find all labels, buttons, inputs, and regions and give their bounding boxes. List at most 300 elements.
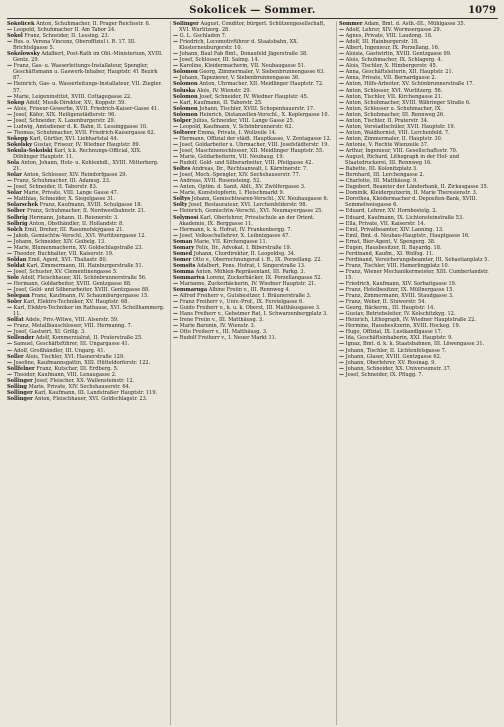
- entry-surname: Solomon: [173, 93, 198, 100]
- entry-details: Arthur, Ingenieur, VIII. Gesellschaftsstr. 70.: [345, 147, 458, 154]
- entry-details: Theodor, Kaufmann, VIII. Lenaugasse 2.: [13, 371, 117, 378]
- entry-surname: Sollender: [7, 335, 35, 342]
- entry-details: Anton, Schuhmacher, XVIII. Währinger Straße 6.: [345, 99, 471, 106]
- entry-surname: —: [7, 117, 13, 124]
- entry-details: Ferdinand, Versicherungsbeamter, III. Sebastianplatz 5.: [345, 256, 490, 263]
- entry-surname: —: [339, 81, 345, 88]
- entry-details: Marie, Leigeninstitut, XVIII. Cottagegasse 22.: [13, 93, 132, 100]
- entry-details: Dorothea, Kleidermacher d. Depositen-Bank, XVIII. Semmelweisgasse 6.: [345, 196, 478, 209]
- entry-details: Adam, Bmt. d. Ästh.-III., Mühlgasse 35.: [364, 21, 466, 27]
- entry-surname: Sokop: [7, 99, 25, 106]
- running-title: Sokolicek — Sommer.: [189, 5, 316, 16]
- entry-details: Anton, Waldhornist, VIII. Lerchenfeld. 7.: [345, 129, 450, 136]
- entry-surname: —: [7, 305, 13, 312]
- entry-details: Karl, Kaufmann, III. Landstraßer Hauptstr. 119.: [34, 389, 158, 396]
- entry-surname: —: [173, 63, 179, 70]
- entry-surname: —: [339, 117, 345, 124]
- entry-details: Adolf, Großhändler, III. Ungarg. 41.: [13, 347, 106, 354]
- entry-details: Josef, Fleischer, XX. Wallensteinstr. 12.: [34, 377, 135, 384]
- entry-details: Anton, Johann, Holz- u. Kohlenhdl., XVIII. Mitterberg. 21.: [13, 160, 159, 173]
- entry-surname: Solfat: [7, 317, 24, 324]
- entry-details: Eduard, Kaufmann, IX. Lichtensteinstraße 53.: [345, 214, 464, 221]
- entry-details: Dominik, Kleiderputzerin, II. Marie Theresienstr. 3.: [345, 190, 478, 197]
- entry-details: Ros. o. Verena Vincenz, Oberoffiziel i. R. 17. III. Brichtelgasse 5.: [13, 39, 136, 52]
- entry-details: Albert, Ingenieur, IX. Porzellang. 16.: [345, 45, 440, 52]
- entry-details: Aloisia, Gastwirtin, XVIII. Gentzgasse 99.: [345, 51, 452, 58]
- entry-details: Antonie, V. Rechte Wienzeile 37.: [345, 141, 429, 148]
- entry-details: August, Richard, Lithograph in der Hof- und Staatsdruckerei, III. Rennweg 16.: [345, 154, 460, 167]
- entry-details: Anton, Tischler, II. Praterstr. 34.: [345, 117, 429, 124]
- entry-details: Karl, Elektro-Techniker im Rathause, XVI. Schellhammerg. 11.: [13, 305, 165, 318]
- entry-surname: —: [7, 371, 13, 378]
- entry-details: Anton, Schuhmacher, II. Prager Reichsstr. 6.: [36, 21, 151, 27]
- directory-entry: [7, 39, 166, 51]
- entry-details: Franz, Kaufmann, XVIII. Schulgasse 18.: [39, 202, 143, 209]
- columns: [7, 21, 498, 725]
- entry-details: Leopold, Schuhmacher II. Am Tabor 24.: [13, 27, 116, 34]
- directory-entry: [339, 372, 498, 378]
- page-header: [7, 5, 498, 19]
- directory-entry: [173, 335, 332, 341]
- entry-surname: —: [173, 190, 179, 197]
- entry-details: Ida, Geschäftsinhaberin, XXI. Hauptstr. 9.: [345, 335, 453, 342]
- entry-details: Irene Freiin v., III. Matthäusg. 3.: [179, 317, 264, 324]
- entry-surname: —: [339, 39, 345, 46]
- entry-details: Lorenz, Zuckerbäcker, IX. Porzellangasse 52.: [206, 274, 323, 281]
- entry-surname: —: [339, 190, 345, 197]
- entry-surname: Soltys: [173, 196, 191, 203]
- entry-details: Franz, Metallbauschlosser, VIII. Hermanng. 7.: [13, 323, 133, 330]
- entry-details: Anton, Schlosser, XVI. Wurlitzerg. 56.: [345, 87, 443, 94]
- entry-details: Eduard, Lehrer, XV. Hornbostelg. 2.: [345, 208, 438, 215]
- entry-surname: —: [339, 184, 345, 191]
- entry-details: Hermann, Goldarbeiter, XVIII. Gentzgasse 88.: [13, 281, 132, 288]
- entry-surname: —: [339, 329, 345, 336]
- entry-details: Jakob, Gemischtw.-Verschl., XVI. Wurlitzergasse 12.: [13, 232, 147, 239]
- directory-entry: [339, 154, 498, 166]
- entry-details: August, Conditor, bürgerl. Schützengesellschaft, XVI. Wurlitzerg. 28.: [179, 21, 326, 34]
- entry-details: Johann, Glaser, XVIII. Gentzgasse 62.: [345, 353, 442, 360]
- entry-surname: —: [339, 196, 345, 203]
- entry-surname: Solbrig: [7, 220, 28, 227]
- entry-surname: Soldan: [7, 256, 27, 263]
- entry-details: Guido Freiherr v., k. u. k. Oberst, III. Matthäusgasse 3.: [179, 305, 321, 312]
- entry-surname: Sommaruga: [173, 287, 208, 294]
- entry-details: Franz, Schuhmacher, II. Nordwestbahnstr. 21.: [26, 208, 146, 215]
- entry-surname: —: [173, 317, 179, 324]
- entry-surname: —: [339, 293, 345, 300]
- entry-surname: —: [339, 27, 345, 34]
- entry-surname: Solch: [7, 226, 23, 233]
- entry-details: Franz, Schneider, II. Lessing. 23.: [24, 33, 110, 40]
- entry-details: G. L. Gschladen 7.: [179, 33, 227, 40]
- entry-details: Franz Freiherr v., Univ.-Prof., IX. Ferstelgasse 6.: [179, 299, 304, 306]
- entry-surname: —: [7, 238, 13, 245]
- entry-surname: —: [7, 268, 13, 275]
- entry-details: Emil, Dreher, III. Rasumofskygasse 21.: [24, 226, 125, 233]
- entry-surname: —: [173, 311, 179, 318]
- entry-surname: —: [339, 323, 345, 330]
- entry-details: Josef, Maschinenschlosser, XII. Meidlinger Hauptstr. 55.: [179, 147, 324, 154]
- entry-details: Josef, Mech.-Spengler, XIV. Sechshauserstr. 77.: [179, 172, 301, 179]
- entry-surname: —: [339, 214, 345, 221]
- entry-details: Karoline, Kleidermacherin, VII. Neubaugasse 51.: [179, 63, 306, 70]
- entry-surname: Sommariva: [173, 274, 205, 281]
- entry-surname: —: [7, 244, 13, 251]
- entry-surname: Soler: [7, 299, 22, 306]
- entry-details: Andreas, Dr., Rechtsanwalt, I. Kärntnerstr. 7.: [191, 166, 308, 173]
- entry-details: Felix, Dr., Advokat, I. Biberstraße 19.: [195, 244, 292, 251]
- entry-surname: —: [339, 335, 345, 342]
- entry-details: Adolf, Kommerzialrat, II. Praterstraße 25.: [35, 335, 143, 342]
- entry-surname: —: [339, 135, 345, 142]
- entry-details: Franz, Wiener Mechanikermeister, XIII. Cumberlandstr. 15.: [345, 268, 489, 281]
- entry-details: Josef, Schneider, IX. Pflugg. 7.: [345, 371, 424, 378]
- entry-surname: Somary: [173, 244, 195, 251]
- entry-details: Marie, Goldarbeiterin, VII. Neubaug. 19.: [179, 154, 285, 161]
- entry-surname: —: [7, 287, 13, 294]
- entry-details: Franz, Zimmermann, XVIII. Staudgasse 3.: [345, 293, 454, 300]
- entry-details: Josef, Gold- und Silberarbeiter, XVIII. Gentzgasse 88.: [13, 287, 150, 294]
- entry-details: Gustav, Friseur, IV. Wiedner Hauptstr. 89.: [33, 141, 141, 148]
- entry-details: Heinrich, Gas- u. Wasserleitungs-Installateur, VII. Ziegler. 57.: [13, 81, 162, 94]
- directory-entry: [7, 63, 166, 81]
- entry-surname: —: [339, 311, 345, 318]
- entry-surname: —: [339, 57, 345, 64]
- entry-surname: Solty: [173, 202, 188, 209]
- entry-surname: Sollfelner: [7, 365, 35, 372]
- entry-details: Adele, Priv.-Witwe, VIII. Alserstr. 59.: [25, 317, 119, 324]
- entry-surname: Solbrig: [7, 214, 28, 221]
- entry-surname: —: [173, 160, 179, 167]
- entry-details: Emil, Bmt. d. Neubau-Hauptstr., Hauptgasse 16.: [345, 232, 470, 239]
- entry-surname: —: [7, 39, 13, 46]
- directory-entry: [7, 396, 166, 402]
- entry-surname: —: [7, 111, 13, 118]
- entry-details: Anton, Optim. d. Sanit. Ablt., XV. Zwölfergasse 3.: [179, 184, 306, 191]
- entry-details: Franz, Kutscher, III. Erdberg. 5.: [36, 365, 119, 372]
- entry-details: Johann, Schneider, XX. Universumstr. 37.: [345, 365, 452, 372]
- entry-surname: —: [339, 281, 345, 288]
- entry-surname: —: [173, 232, 179, 239]
- entry-surname: —: [339, 178, 345, 185]
- entry-surname: —: [7, 123, 13, 130]
- entry-details: Ignaz, Bmt. d. k. k. Staatsbahnen, III. Löwengasse 31.: [345, 341, 485, 348]
- entry-surname: Soller: [7, 353, 24, 360]
- entry-surname: Sollinger: [7, 389, 33, 396]
- entry-details: Anton, Uhrmacher, XII. Meidlinger Hauptstr. 72.: [199, 81, 324, 88]
- entry-surname: Somsits: [173, 262, 196, 269]
- entry-surname: —: [339, 75, 345, 82]
- entry-details: Matthias, Schneider, X. Siegelgasse 31.: [13, 196, 115, 203]
- entry-details: Ludwig, Amtsdiener d. K. Bahn, II. Lessinggasse 10.: [13, 123, 148, 130]
- entry-details: Otto Freiherr v., III. Matthäusg. 3.: [179, 329, 268, 336]
- entry-surname: —: [7, 232, 13, 239]
- entry-details: Josef, Schneider, X. Laxenburgerstr. 29.: [13, 117, 116, 124]
- entry-details: Adalbert, Pens. Hofrat, I. Singerstraße 13.: [196, 262, 306, 269]
- entry-details: Rudolf, Gold- und Silberarbeiter, VIII. Pfeilgasse 42.: [179, 160, 314, 167]
- entry-details: Otto v., Oberrechnungsrat i. R., IX. Porzellang. 22.: [192, 256, 323, 263]
- entry-details: Johann, Tischler, XVIII. Schopenhauerstr. 17.: [199, 105, 315, 112]
- entry-surname: —: [173, 281, 179, 288]
- entry-surname: —: [7, 105, 13, 112]
- entry-details: Alois, Tischler, XVI. Hasnerstraße 129.: [25, 353, 125, 360]
- entry-details: Franz, Gas- u. Wasserleitungs-Installateur, Spengler, Geschäftsmann u. Gaswerk-Inhaber, Hauptstr. 41 Bezirk 87.: [13, 63, 158, 82]
- entry-surname: Sole: [7, 274, 20, 281]
- entry-surname: Solomon: [173, 69, 198, 76]
- entry-surname: Sokopp: [7, 135, 28, 142]
- entry-surname: —: [339, 244, 345, 251]
- directory-entry: [173, 21, 332, 33]
- entry-details: Ernst, Bier-Agent, V. Spengerg. 38.: [345, 238, 436, 245]
- entry-details: Anton, Obsthändler, II. Hollandstr. 8.: [29, 220, 124, 227]
- entry-surname: —: [339, 105, 345, 112]
- entry-details: Karl, Elektro-Techniker, XV. Hauptstr. 68.: [23, 299, 129, 306]
- entry-details: Adolf, Lehrer, XIV. Wurmsergasse 29.: [345, 27, 442, 34]
- entry-surname: —: [173, 39, 179, 46]
- entry-surname: Soman: [173, 238, 193, 245]
- entry-details: Marie, VII. Kirchengasse 11.: [193, 238, 268, 245]
- entry-details: Anton, Zimmermaler, II. Hauptstr. 30.: [345, 135, 443, 142]
- entry-surname: —: [339, 172, 345, 179]
- entry-surname: —: [173, 172, 179, 179]
- entry-surname: —: [339, 371, 345, 378]
- entry-details: Karl, Gürtler, XVI. Liebhartstal 44.: [29, 135, 119, 142]
- entry-details: Emma, Private, I. Wollzeile 14.: [197, 129, 277, 136]
- entry-surname: Solling: [7, 383, 27, 390]
- entry-surname: Solomon: [173, 81, 198, 88]
- entry-surname: —: [339, 166, 345, 173]
- entry-details: Anton, Mühlen-Repräsentant, III. Parkg. 3.: [195, 268, 306, 275]
- entry-details: Anton, Vorstadtschüler, XVII. Hauptstr. 19.: [345, 123, 456, 130]
- entry-surname: —: [7, 129, 13, 136]
- entry-surname: Solomon: [173, 105, 198, 112]
- entry-surname: —: [339, 93, 345, 100]
- entry-surname: —: [173, 226, 179, 233]
- entry-details: Alois, Friseur-Gewerbe, XVII. Friedrich-Kaiser-Gasse 41.: [13, 105, 159, 112]
- entry-surname: —: [339, 262, 345, 269]
- directory-entry: [7, 51, 166, 63]
- entry-surname: —: [7, 184, 13, 191]
- entry-details: Josefine, Kaufmannsgattin, XIII. Hütteldorferstr. 122.: [13, 359, 151, 366]
- column-2: [170, 21, 332, 725]
- directory-entry: [7, 81, 166, 93]
- entry-details: Ella, Private, VII. Kaiserstr. 14.: [345, 220, 426, 227]
- entry-details: Georg, Bäckerm., III. Hauptstr. 14.: [345, 305, 435, 312]
- entry-surname: —: [339, 287, 345, 294]
- entry-surname: —: [339, 232, 345, 239]
- entry-surname: —: [173, 208, 179, 215]
- entry-surname: —: [7, 196, 13, 203]
- entry-surname: Solomon: [173, 111, 198, 118]
- entry-details: Marie, Blumenmacherin, XV. Goldschlagstraße 23.: [13, 244, 144, 251]
- entry-surname: —: [7, 250, 13, 257]
- entry-surname: Soluska: [173, 87, 196, 94]
- entry-details: Samuel, Geschäftsführer, III. Ungargasse 41.: [13, 341, 130, 348]
- entry-surname: —: [173, 135, 179, 142]
- entry-details: Anton, Fleischhauer, XVI. Goldschlagstr. 23.: [34, 395, 148, 402]
- entry-details: Agnes, Private, VIII. Laudong. 18.: [345, 33, 433, 40]
- entry-surname: —: [173, 123, 179, 130]
- directory-entry: [339, 196, 498, 208]
- entry-surname: —: [7, 347, 13, 354]
- entry-surname: Soltorer: [173, 129, 197, 136]
- entry-details: Josef, Goldarbeiter u. Uhrmacher, VIII. Josefstädterstr. 19.: [179, 141, 330, 148]
- entry-surname: —: [339, 33, 345, 40]
- entry-surname: Soltes: [173, 166, 191, 173]
- entry-details: Franz, Kaufmann, IV. Schaumburgergasse 15.: [31, 293, 149, 300]
- entry-surname: Somer: [173, 256, 192, 263]
- entry-surname: —: [173, 99, 179, 106]
- entry-surname: —: [339, 238, 345, 245]
- entry-details: Charlotte, III. Matthäusg. 9.: [345, 178, 418, 185]
- entry-surname: —: [339, 154, 345, 161]
- entry-details: Thomas, Schuhmacher, XVII. Friedrich-Kaisergasse 62.: [13, 129, 156, 136]
- entry-details: Johann, Tapezierer, V. Siebenbrunnengasse 36.: [179, 75, 300, 82]
- entry-surname: Solar: [7, 190, 22, 197]
- entry-details: Anna, Geschäftsleiterin, XII. Hauptstr. 21.: [345, 69, 454, 76]
- entry-surname: —: [173, 57, 179, 64]
- directory-entry: [7, 148, 166, 160]
- entry-details: Marianne, Zuckerbäckerin, IV. Wiedner Hauptstr. 21.: [179, 281, 316, 288]
- entry-details: Ferdinand, Kaufm., XI. Wolfsg. 11.: [345, 250, 434, 257]
- directory-entry: [339, 269, 498, 281]
- entry-details: Josef, Schneider, II. Taborstr. 83.: [13, 184, 98, 191]
- entry-surname: Sollinger: [173, 21, 199, 27]
- entry-details: Adolf, Musik-Direktor, XV., Koppstr. 59.: [26, 99, 127, 106]
- entry-details: Leopold, Kaufmann, V. Schönbrunnerstr. 62.: [179, 123, 294, 130]
- entry-surname: —: [339, 250, 345, 257]
- entry-details: Bernhard, III. Lerchengasse 2.: [345, 172, 425, 179]
- entry-details: Anton, Schlosser u. Schuhmacher, IX.: [345, 105, 443, 112]
- entry-surname: —: [173, 141, 179, 148]
- entry-surname: —: [173, 33, 179, 40]
- entry-details: Alfred Freiherr v., Gutsbesitzer, I. Bräunerstraße 3.: [179, 293, 312, 300]
- entry-details: Heinrich, Distanzellen-Verschl., X. Keplergasse 10.: [199, 111, 330, 118]
- entry-surname: —: [339, 123, 345, 130]
- entry-surname: —: [339, 45, 345, 52]
- entry-surname: —: [339, 299, 345, 306]
- entry-surname: —: [339, 69, 345, 76]
- entry-details: Theodor, Buchhalter, VII. Kaiserstr. 19.: [13, 250, 114, 257]
- entry-details: Emil, Agent, XVI. Thaliastr. 80.: [28, 256, 108, 263]
- entry-surname: —: [339, 347, 345, 354]
- entry-details: Hermann, Johann, II. Reisnerstr. 3.: [29, 214, 119, 221]
- entry-surname: —: [339, 365, 345, 372]
- entry-surname: Somma: [173, 268, 194, 275]
- directory-entry: [173, 215, 332, 227]
- entry-surname: —: [339, 51, 345, 58]
- entry-surname: —: [339, 87, 345, 94]
- entry-surname: Sola: [7, 160, 20, 167]
- entry-details: Heinrich, Lithograph, IV. Wiedner Hauptstraße 22.: [345, 317, 476, 324]
- entry-details: Johann, Schneider, XIV. Geibelg. 13.: [13, 238, 106, 245]
- entry-surname: —: [7, 27, 13, 34]
- entry-surname: —: [339, 220, 345, 227]
- entry-surname: —: [173, 323, 179, 330]
- entry-details: Josef, Schneider, IV. Wiedner Hauptstr. 45.: [199, 93, 309, 100]
- entry-surname: —: [339, 305, 345, 312]
- entry-surname: —: [339, 147, 345, 154]
- entry-details: Friedrich, Kaufmann, XIV. Sorbaitgasse 19.: [345, 281, 457, 288]
- entry-surname: —: [173, 305, 179, 312]
- directory-entry: [7, 160, 166, 172]
- entry-details: Albine Freiin v., III. Rennweg 4.: [208, 287, 291, 294]
- entry-surname: —: [7, 341, 13, 348]
- entry-details: Marie, Private, XIV. Sechshauserstr. 64.: [28, 383, 131, 390]
- entry-surname: —: [339, 268, 345, 275]
- column-1: [7, 21, 166, 725]
- entry-details: Georg, Zimmermaler, V. Siebenbrunnengasse 63.: [199, 69, 325, 76]
- entry-details: Andreas, XVII. Rosensteing. 52.: [179, 178, 262, 185]
- entry-details: Eugen, Hausbesitzer, II. Bayardg. 18.: [345, 244, 442, 251]
- entry-details: Anton, Hilfs-Arbeiter, XV. Schönbrunnerstraße 17.: [345, 81, 475, 88]
- entry-surname: —: [173, 51, 179, 58]
- entry-details: Alois, Schuhmacher, IX. Schlagerg. 4.: [345, 57, 443, 64]
- entry-details: Karl, k.k. Rechnungs-Official, XIX. Döblinger Hauptstr. 11.: [13, 147, 142, 161]
- entry-details: Anton, Tischler, VII. Kirchengasse 21.: [345, 93, 443, 100]
- entry-details: Emil, Privatbeamter, XIV. Lanning. 13.: [345, 226, 444, 233]
- entry-details: Karl, Kaufmann, II. Taborstr. 25.: [179, 99, 263, 106]
- entry-surname: Somed: [173, 250, 193, 257]
- entry-surname: Solymosi: [173, 214, 199, 221]
- entry-surname: —: [339, 226, 345, 233]
- entry-surname: —: [7, 178, 13, 185]
- entry-surname: Solepan: [7, 293, 30, 300]
- entry-surname: —: [339, 256, 345, 263]
- entry-details: Julius, Schneider, VIII. Lange Gasse 25.: [192, 117, 295, 124]
- entry-surname: Soldat: [7, 262, 26, 269]
- entry-details: Franz, Schuhmacher, III. Adamsg. 23.: [13, 178, 111, 185]
- entry-details: Franz, Hotelbesitzer, IX. Müllnergasse 15.: [345, 287, 455, 294]
- entry-details: Johann, Tischler, II. Lichtenfelsgasse 7.: [345, 347, 447, 354]
- entry-details: Josef, Schlosser, III. Salmg. 14.: [179, 57, 260, 64]
- entry-details: Friedrich, Locomotivführer d. Staatsbahn, XX. Klosterneuburgerstr. 10.: [179, 39, 299, 52]
- entry-surname: Sollinger: [7, 395, 33, 402]
- entry-details: Josef, Schuster, XV. Clementinengasse 5.: [13, 268, 118, 275]
- entry-surname: —: [173, 299, 179, 306]
- entry-surname: Sommer: [339, 21, 363, 27]
- entry-surname: Solar: [7, 172, 22, 179]
- entry-details: Rudolf Freiherr v., I. Neuer Markt 11.: [179, 335, 277, 342]
- entry-details: Anton, Schlosser, XIV. Reindorfgasse 29.: [23, 172, 128, 179]
- entry-surname: —: [173, 335, 179, 342]
- entry-surname: —: [7, 359, 13, 366]
- entry-surname: —: [339, 353, 345, 360]
- entry-details: Josef, Käfer, XIX. Heiligenstädterstr. 96.: [13, 111, 116, 118]
- entry-surname: —: [173, 293, 179, 300]
- entry-surname: —: [339, 111, 345, 118]
- entry-surname: —: [173, 75, 179, 82]
- entry-surname: Sokula-Sokolski: [7, 147, 53, 154]
- page-number: 1079: [468, 5, 496, 16]
- entry-details: Adolf, III. Hainburgerstr. 18.: [345, 39, 419, 46]
- entry-details: Hermine, Hausbesitzerin, XVIII. Hockeg. 19.: [345, 323, 461, 330]
- entry-details: Alois, Tischler, X. Himbergerstr. 45.: [345, 63, 438, 70]
- entry-details: Hugo, Offizial, IX. Lustkandlgasse 17.: [345, 329, 443, 336]
- directory-entry: [173, 39, 332, 51]
- entry-surname: —: [7, 81, 13, 88]
- entry-details: Karl, Oberlehrer, Privatschule an der Orient. Akademie, IX. Berggasse 11.: [179, 214, 315, 227]
- entry-details: Alois, IV. Wienstr. 29.: [196, 87, 252, 94]
- entry-surname: Solarschek: [7, 202, 39, 209]
- entry-details: Marie, Private, VIII. Lange Gasse 47.: [23, 190, 119, 197]
- entry-details: Johann, Chordirektor, II. Leopoldsg. 34.: [193, 250, 296, 257]
- entry-surname: Sollinger: [7, 377, 33, 384]
- entry-surname: Sokolowsky: [7, 51, 40, 58]
- column-3: [336, 21, 498, 725]
- entry-details: Josef, Gastwirt, XI. Grillg. 3.: [13, 329, 86, 336]
